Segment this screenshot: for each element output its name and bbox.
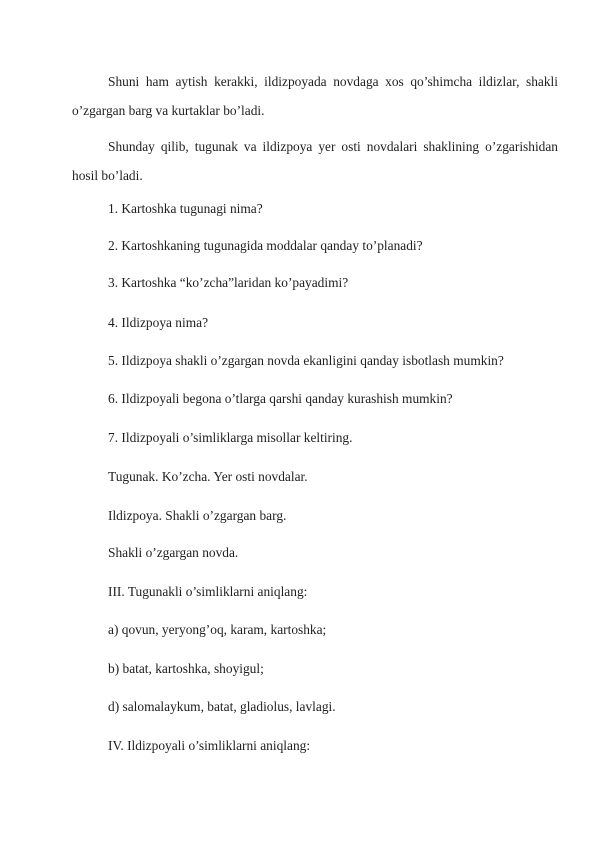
paragraph-conclusion: Shunday qilib, tugunak va ildizpoya yer osti novdalari shaklining o’zgarishidan hosil bo’ladi. (72, 139, 558, 183)
question-6: 6. Ildizpoyali begona o’tlarga qarshi qanday kurashish mumkin? (108, 391, 453, 406)
section-4-heading: IV. Ildizpoyali o’simliklarni aniqlang: (108, 738, 311, 753)
question-3: 3. Kartoshka “ko’zcha”laridan ko’payadimi? (108, 275, 349, 290)
paragraph-ildizpoya-features: Shuni ham aytish kerakki, ildizpoyada novdaga xos qo’shimcha ildizlar, shakli o’zgargan barg va kurtaklar bo’ladi. (72, 74, 558, 118)
question-4: 4. Ildizpoya nima? (108, 315, 209, 330)
question-2: 2. Kartoshkaning tugunagida moddalar qanday to’planadi? (108, 238, 423, 253)
section-3-option-d: d) salomalaykum, batat, gladiolus, lavlagi. (108, 699, 336, 714)
question-1: 1. Kartoshka tugunagi nima? (108, 201, 263, 216)
terms-line-3: Shakli o’zgargan novda. (108, 545, 239, 560)
question-5: 5. Ildizpoya shakli o’zgargan novda ekanligini qanday isbotlash mumkin? (108, 353, 504, 368)
section-3-heading: III. Tugunakli o’simliklarni aniqlang: (108, 584, 308, 599)
question-7: 7. Ildizpoyali o’simliklarga misollar keltiring. (108, 430, 353, 445)
section-3-option-a: a) qovun, yeryong’oq, karam, kartoshka; (108, 622, 327, 637)
terms-line-1: Tugunak. Ko’zcha. Yer osti novdalar. (108, 469, 308, 484)
terms-line-2: Ildizpoya. Shakli o’zgargan barg. (108, 508, 287, 523)
section-3-option-b: b) batat, kartoshka, shoyigul; (108, 661, 264, 676)
